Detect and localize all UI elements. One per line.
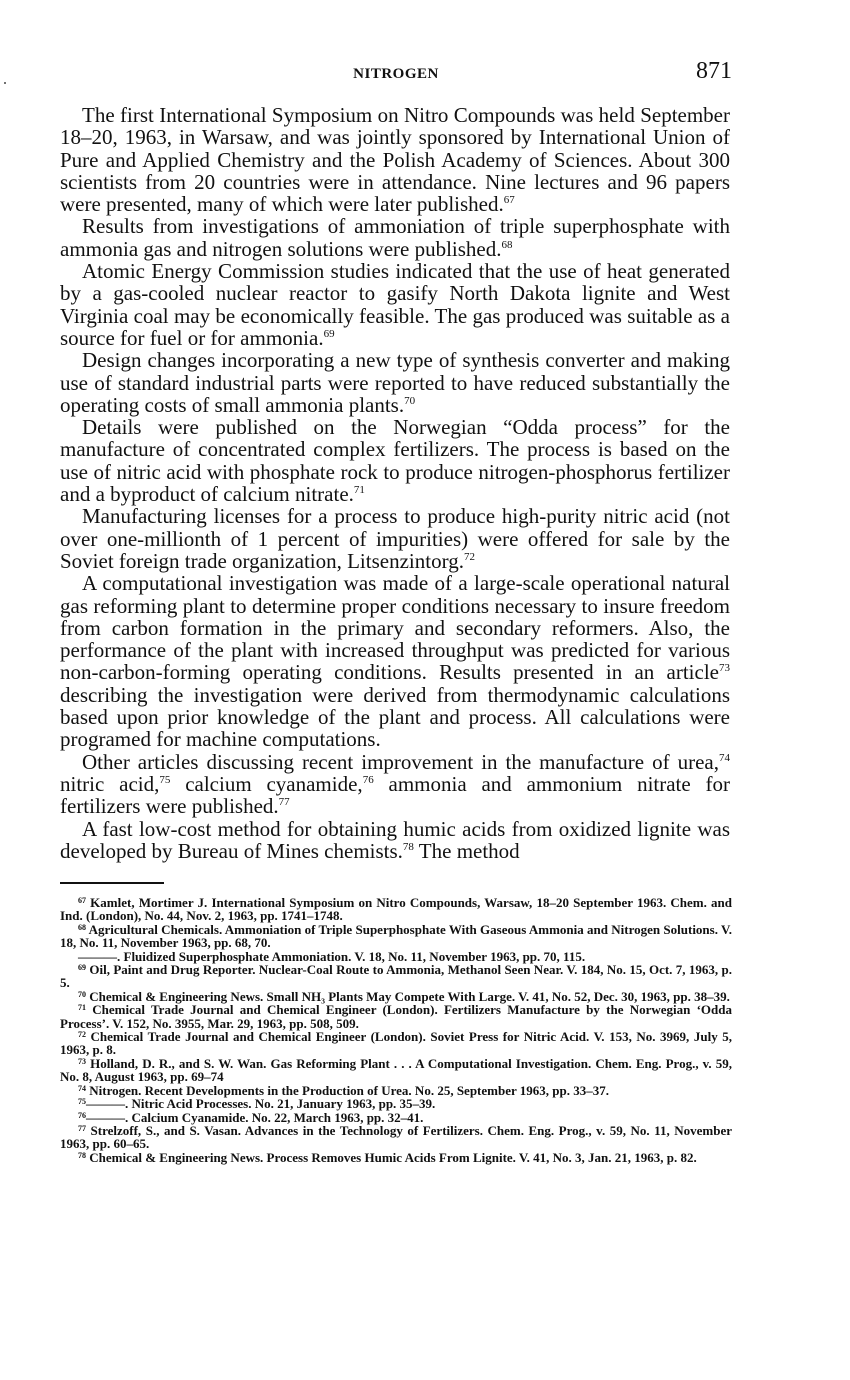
paragraph-text: Manufacturing licenses for a process to produce high-purity nitric acid (not over one-millionth of 1 percent of impurities) were offered for sale by the Soviet foreign trade organization, Litsenzintorg. <box>60 504 730 573</box>
scan-speck <box>4 82 6 84</box>
footnote-ref: 76 <box>362 773 374 786</box>
footnote <box>60 950 732 963</box>
footnote-mark: 77 <box>78 1123 86 1133</box>
footnote-mark: 67 <box>78 896 86 905</box>
footnote-ref: 67 <box>503 194 515 207</box>
footnote-ref: 71 <box>353 484 365 497</box>
footnote-ref: 69 <box>323 327 335 340</box>
footnote <box>60 1030 732 1057</box>
footnotes <box>60 896 732 1164</box>
footnote-mark: 75 <box>78 1097 86 1107</box>
footnote-mark: 76 <box>78 1110 86 1120</box>
footnote-divider <box>60 882 164 884</box>
footnote <box>60 1097 732 1110</box>
footnote-text: Strelzoff, S., and S. Vasan. Advances in the Technology of Fertilizers. Chem. Eng. Prog., v. 59, No. 11, November 1963, pp. 60–65. <box>60 1122 732 1152</box>
paragraph-text: Design changes incorporating a new type of synthesis converter and making use of standard industrial parts were reported to have reduced substantially the operating costs of small ammonia plants. <box>60 348 730 417</box>
footnote-text: Holland, D. R., and S. W. Wan. Gas Reforming Plant . . . A Computational Investigation. Chem. Eng. Prog., v. 59, No. 8, August 1963, pp. 69–74 <box>60 1055 733 1085</box>
footnote-ref: 78 <box>402 840 414 853</box>
paragraph-text: Atomic Energy Commission studies indicated that the use of heat generated by a gas-cooled nuclear reactor to gasify North Dakota lignite and West Virginia coal may be economically feasible. The gas produced was suitable as a source for fuel or for ammonia. <box>60 259 730 350</box>
paragraph <box>60 104 730 215</box>
paragraph <box>60 215 730 260</box>
paragraph-text: The first International Symposium on Nitro Compounds was held September 18–20, 1963, in Warsaw, and was jointly sponsored by International Union of Pure and Applied Chemistry and the Polish Academy of Sciences. About 300 scientists from 20 countries were in attendance. Nine lectures and 96 papers were presented, many of which were later published. <box>60 103 730 217</box>
footnote-ref: 74 <box>719 751 730 764</box>
footnote-text: Kamlet, Mortimer J. International Symposium on Nitro Compounds, Warsaw, 18–20 September 1963. Chem. and Ind. (London), No. 44, Nov. 2, 1963, pp. 1741–1748. <box>60 895 732 924</box>
footnote <box>60 1057 732 1084</box>
footnote-text: Chemical Trade Journal and Chemical Engineer (London). Soviet Press for Nitric Acid. V. 153, No. 3969, July 5, 1963, p. 8. <box>60 1029 732 1058</box>
running-head: NITROGEN <box>353 66 439 82</box>
footnote <box>60 1111 732 1124</box>
paragraph <box>60 751 730 818</box>
paragraph-text: A computational investigation was made of a large-scale operational natural gas reforming plant to determine proper conditions necessary to insure freedom from carbon formation in the primary and secondary reformers. Also, the performance of the plant with increased throughput was predicted for various non-carbon-forming operating conditions. Results presented in an article <box>60 571 730 685</box>
footnote-text: ———. Fluidized Superphosphate Ammoniation. V. 18, No. 11, November 1963, pp. 70, 115. <box>78 948 586 964</box>
paragraph-text: nitric acid, <box>60 771 160 796</box>
footnote-ref: 70 <box>404 394 416 407</box>
footnote-mark: 74 <box>78 1083 86 1093</box>
footnote-mark: 78 <box>78 1150 86 1160</box>
footnote-ref: 77 <box>278 796 290 809</box>
footnote-text: Chemical Trade Journal and Chemical Engineer (London). Fertilizers Manufacture by the Norwegian ‘Odda Process’. V. 152, No. 3955, Mar. 29, 1963, pp. 508, 509. <box>60 1002 732 1031</box>
footnote-mark: 71 <box>78 1003 86 1013</box>
paragraph-text: ammonia and ammonium nitrate for fertilizers were published. <box>60 771 731 819</box>
paragraph-text: describing the investigation were derived from thermodynamic calculations based upon prior knowledge of the plant and process. All calculations were programed for machine computations. <box>60 682 730 752</box>
footnote-ref: 68 <box>501 238 513 251</box>
footnote <box>60 1084 732 1097</box>
paragraph <box>60 818 730 863</box>
body-text <box>60 104 730 862</box>
paragraph-text: Other articles discussing recent improvement in the manufacture of urea, <box>82 749 719 774</box>
footnote-text: ———. Calcium Cyanamide. No. 22, March 1963, pp. 32–41. <box>86 1109 424 1125</box>
paragraph-text: The method <box>413 838 520 863</box>
footnote-text: Chemical & Engineering News. Small NH₃ Plants May Compete With Large. V. 41, No. 52, Dec. 30, 1963, pp. 38–39. <box>89 988 730 1004</box>
footnote <box>60 923 732 950</box>
paragraph-text: calcium cyanamide, <box>170 771 363 796</box>
paragraph-text: Details were published on the Norwegian “Odda process” for the manufacture of concentrated complex fertilizers. The process is based on the use of nitric acid with phosphate rock to produce nitrogen-phosphorus fertilizer and a byproduct of calcium nitrate. <box>60 415 730 507</box>
footnote-ref: 72 <box>463 550 475 563</box>
footnote-ref: 73 <box>719 662 730 675</box>
footnote <box>60 896 732 923</box>
footnote-text: Agricultural Chemicals. Ammoniation of Triple Superphosphate With Gaseous Ammonia and Nitrogen Solutions. V. 18, No. 11, November 1963, pp. 68, 70. <box>60 921 732 951</box>
paragraph-text: Results from investigations of ammoniation of triple superphosphate with ammonia gas and nitrogen solutions were published. <box>60 214 730 261</box>
footnote <box>60 1151 732 1164</box>
footnote-mark: 69 <box>78 963 86 973</box>
footnote-mark: 73 <box>78 1056 86 1066</box>
footnote-text: ———. Nitric Acid Processes. No. 21, January 1963, pp. 35–39. <box>86 1096 436 1112</box>
paragraph <box>60 505 730 572</box>
footnote-mark: 70 <box>78 989 86 999</box>
footnote-mark: 68 <box>78 922 86 932</box>
paragraph <box>60 416 730 505</box>
footnote-text: Nitrogen. Recent Developments in the Production of Urea. No. 25, September 1963, pp. 33–37. <box>89 1082 609 1098</box>
paragraph <box>60 349 730 416</box>
footnote <box>60 990 732 1003</box>
footnote-text: Oil, Paint and Drug Reporter. Nuclear-Coal Route to Ammonia, Methanol Seen Near. V. 184, No. 15, Oct. 7, 1963, p. 5. <box>60 962 733 991</box>
footnote-mark: 72 <box>78 1030 86 1040</box>
footnote-text: Chemical & Engineering News. Process Removes Humic Acids From Lignite. V. 41, No. 3, Jan. 21, 1963, p. 82. <box>89 1149 697 1165</box>
footnote <box>60 1003 732 1030</box>
footnote <box>60 1124 732 1151</box>
page-number: 871 <box>696 58 732 84</box>
footnote-ref: 75 <box>159 773 171 786</box>
footnote <box>60 963 732 990</box>
paragraph <box>60 260 730 349</box>
paragraph <box>60 572 730 750</box>
paragraph-text: A fast low-cost method for obtaining humic acids from oxidized lignite was developed by Bureau of Mines chemists. <box>60 816 730 863</box>
page-header <box>60 58 732 88</box>
